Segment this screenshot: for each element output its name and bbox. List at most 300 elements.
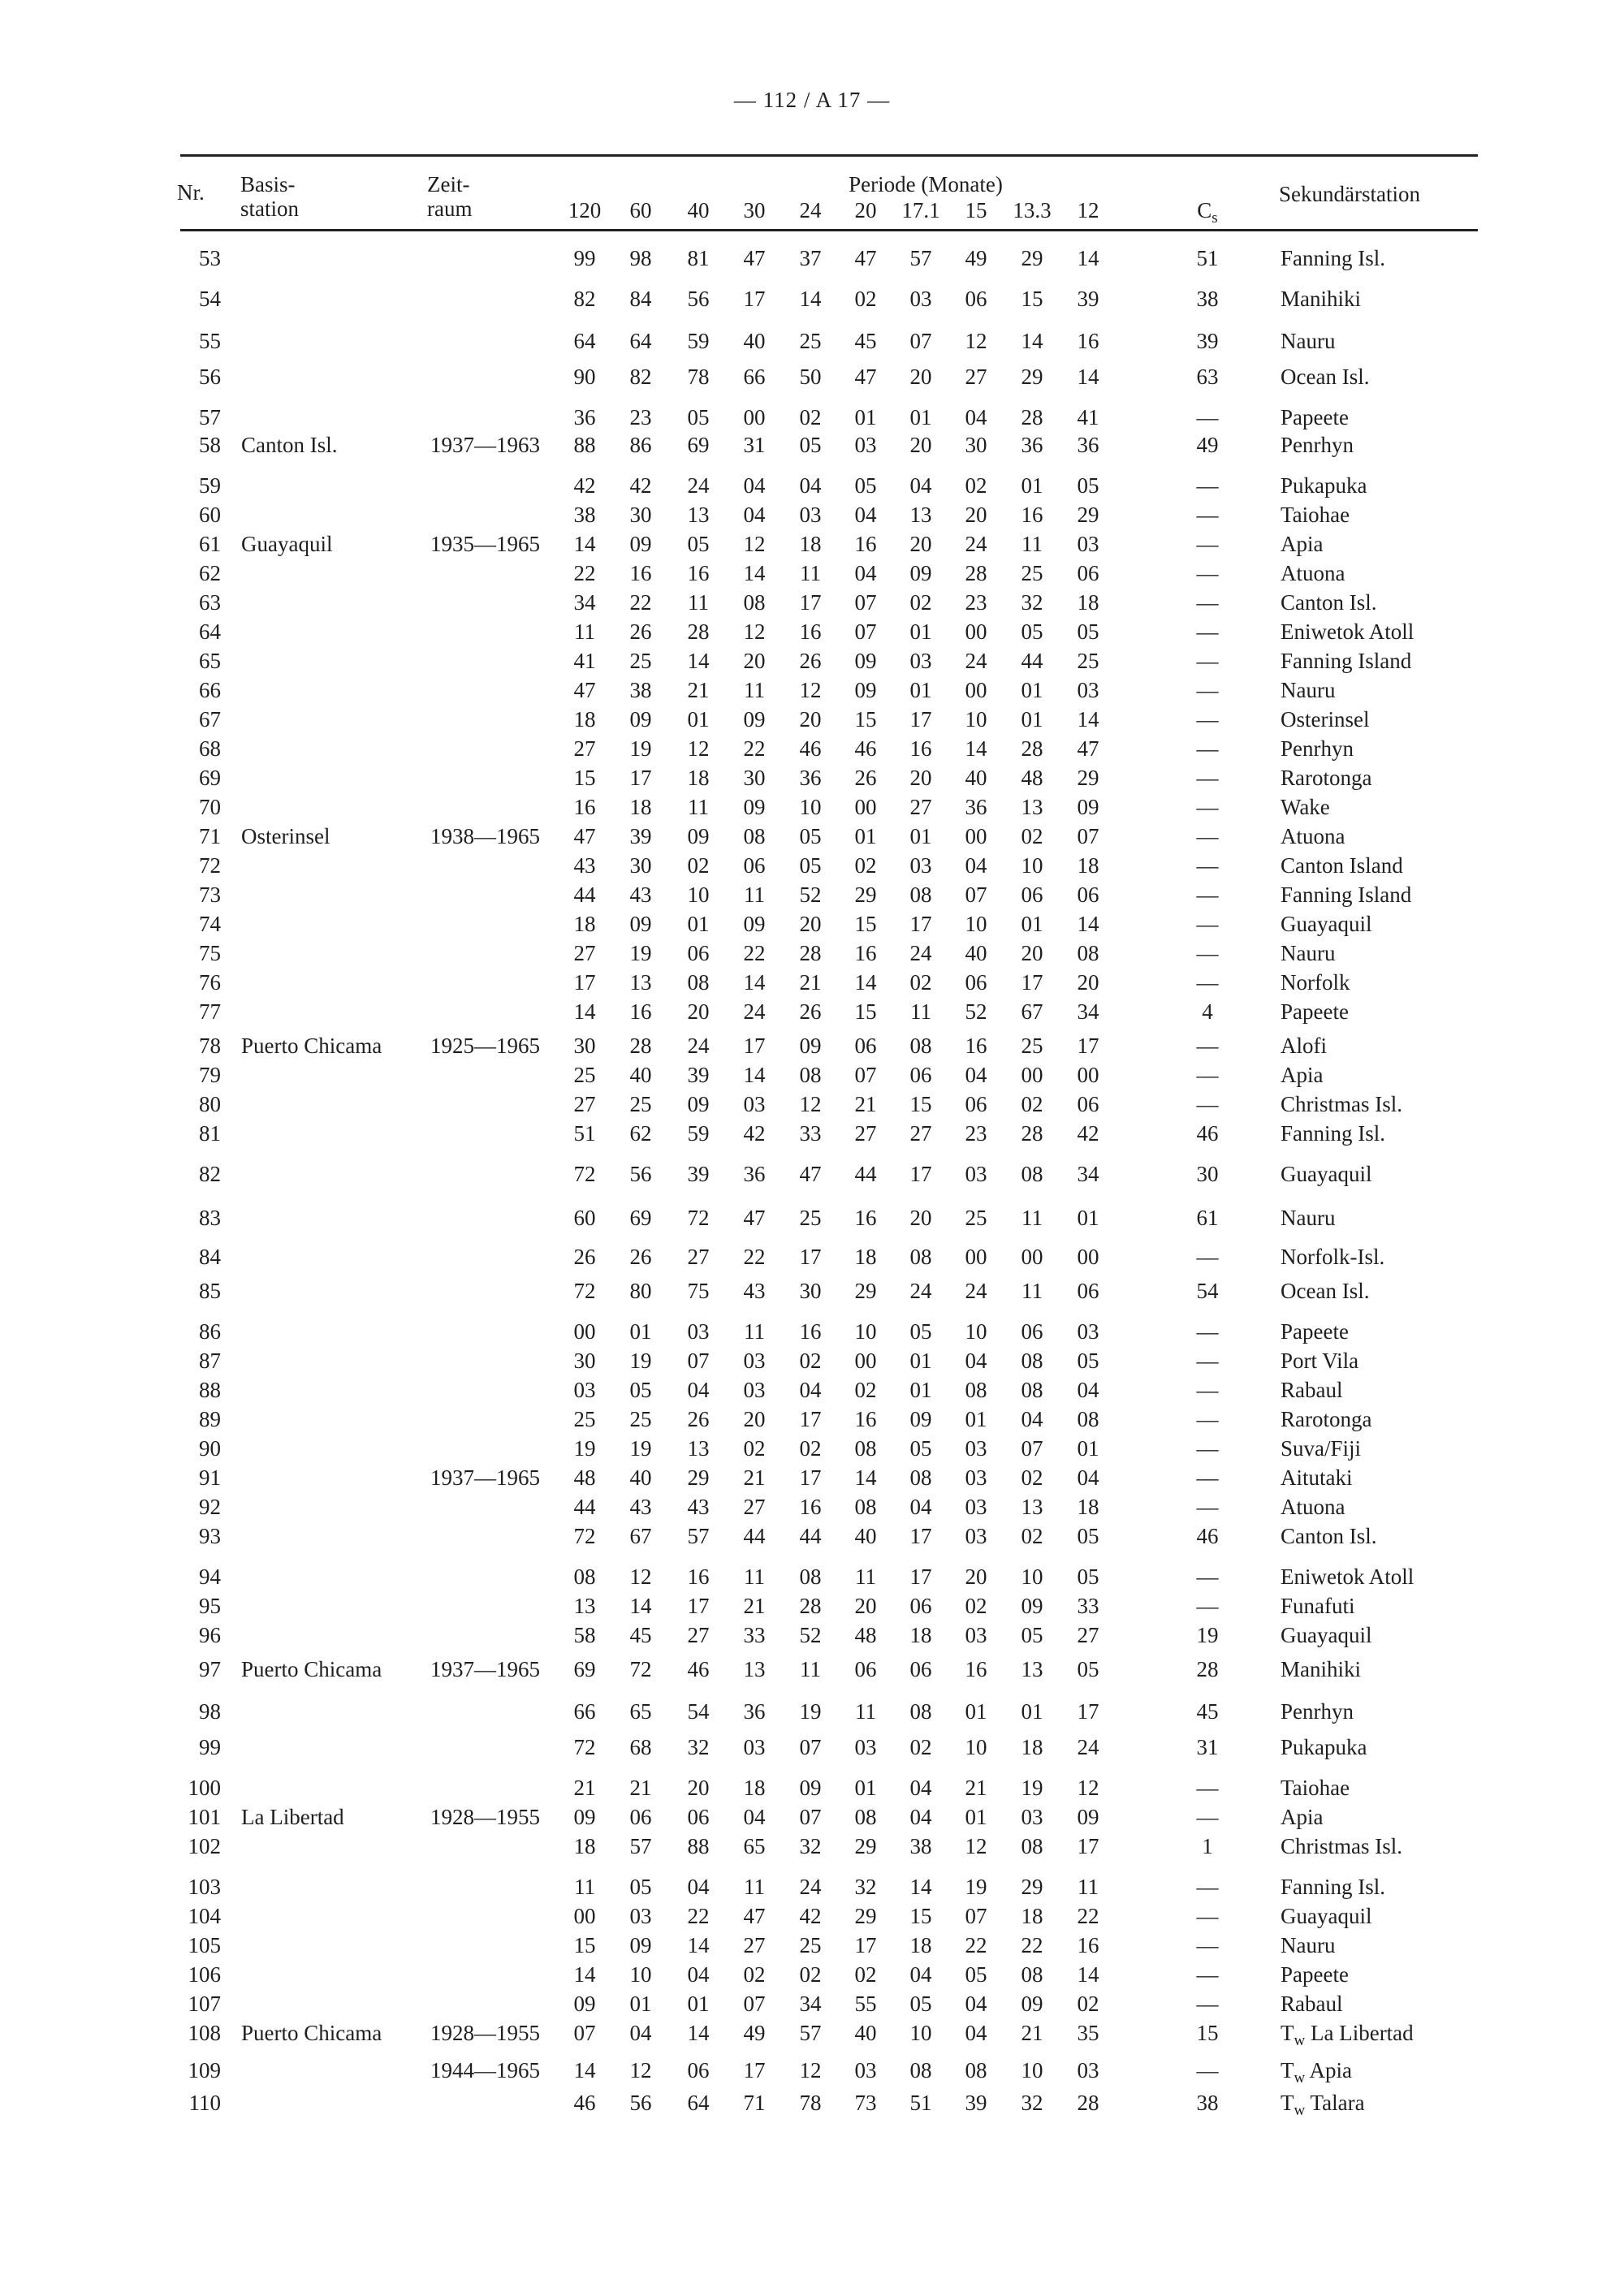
period-value: 72: [573, 1735, 596, 1759]
table-row: [0, 1960, 1624, 1989]
period-value: 24: [687, 473, 710, 498]
secondary-station: Papeete: [1281, 999, 1349, 1024]
period-value: 14: [573, 1962, 596, 1987]
period-value: 08: [909, 1034, 932, 1058]
table-row: [0, 1872, 1624, 1901]
period-value: 02: [909, 1735, 932, 1759]
period-value: 25: [799, 1206, 822, 1230]
secondary-station: Fanning Isl.: [1281, 246, 1386, 270]
period-value: 09: [1021, 1594, 1043, 1618]
period-value: 80: [629, 1279, 652, 1303]
header-nr: Nr.: [177, 180, 205, 205]
period-value: 29: [854, 1904, 877, 1928]
period-value: 36: [573, 405, 596, 429]
period-value: 30: [573, 1034, 596, 1058]
table-row: [0, 244, 1624, 273]
period-value: 15: [1021, 287, 1043, 311]
period-value: 21: [743, 1465, 766, 1490]
period-value: 08: [854, 1805, 877, 1829]
header-period-30: 30: [743, 198, 766, 222]
cs-value: 46: [1196, 1121, 1219, 1146]
period-value: 14: [687, 649, 710, 673]
period-value: 04: [965, 2021, 987, 2045]
period-value: 14: [854, 1465, 877, 1490]
period-value: 16: [854, 1206, 877, 1230]
period-value: 01: [909, 1349, 932, 1373]
table-row: [0, 529, 1624, 559]
period-value: 11: [688, 795, 709, 819]
period-value: 05: [1021, 1623, 1043, 1647]
table-row: [0, 1405, 1624, 1434]
row-number: 55: [199, 329, 221, 353]
period-value: 25: [573, 1407, 596, 1431]
period-value: 44: [799, 1524, 822, 1548]
row-number: 105: [188, 1933, 221, 1957]
row-number: 74: [199, 912, 221, 936]
station-name: Talara: [1305, 2091, 1365, 2115]
period-value: 17: [799, 1407, 822, 1431]
period-value: 58: [573, 1623, 596, 1647]
table-row: [0, 939, 1624, 968]
period-value: 21: [743, 1594, 766, 1618]
period-value: 82: [573, 287, 596, 311]
period-value: 16: [854, 532, 877, 556]
period-value: 08: [1021, 1834, 1043, 1858]
period-value: 16: [799, 1495, 822, 1519]
row-number: 89: [199, 1407, 221, 1431]
period-value: 18: [687, 766, 710, 790]
period-value: 08: [687, 970, 710, 995]
row-number: 80: [199, 1092, 221, 1116]
period-value: 03: [965, 1436, 987, 1461]
row-number: 84: [199, 1245, 221, 1269]
tw-prefix: T: [1281, 2091, 1294, 2115]
period-value: 01: [909, 1378, 932, 1402]
period-value: 07: [909, 329, 932, 353]
period-value: 18: [573, 912, 596, 936]
period-value: 40: [629, 1063, 652, 1087]
cs-value: —: [1196, 649, 1219, 673]
table-row: [0, 430, 1624, 460]
period-value: 38: [909, 1834, 932, 1858]
secondary-station: Rarotonga: [1281, 1407, 1372, 1431]
table-row: [0, 1434, 1624, 1463]
period-value: 03: [909, 287, 932, 311]
period-value: 29: [854, 1834, 877, 1858]
period-value: 20: [909, 365, 932, 389]
row-number: 57: [199, 405, 221, 429]
row-number: 64: [199, 619, 221, 644]
period-value: 04: [909, 1962, 932, 1987]
row-number: 73: [199, 883, 221, 907]
period-value: 01: [909, 405, 932, 429]
period-value: 47: [1077, 736, 1099, 761]
cs-value: 54: [1196, 1279, 1219, 1303]
header-zeit-line2: raum: [427, 196, 473, 221]
cs-value: 39: [1196, 329, 1219, 353]
period-value: 29: [1021, 246, 1043, 270]
period-value: 02: [743, 1962, 766, 1987]
period-value: 13: [743, 1657, 766, 1681]
cs-value: 61: [1196, 1206, 1219, 1230]
period-value: 25: [799, 1933, 822, 1957]
secondary-station: Christmas Isl.: [1281, 1834, 1403, 1858]
period-value: 16: [687, 1564, 710, 1589]
period-value: 18: [1077, 1495, 1099, 1519]
period-value: 14: [573, 532, 596, 556]
period-value: 09: [1077, 1805, 1099, 1829]
period-value: 10: [909, 2021, 932, 2045]
period-value: 18: [573, 707, 596, 732]
secondary-station: Osterinsel: [1281, 707, 1370, 732]
table-row: [0, 792, 1624, 822]
period-value: 46: [854, 736, 877, 761]
table-row: [0, 617, 1624, 646]
row-number: 79: [199, 1063, 221, 1087]
cs-value: 1: [1202, 1834, 1213, 1858]
cs-value: —: [1196, 1245, 1219, 1269]
period-value: 00: [965, 1245, 987, 1269]
period-value: 16: [854, 1407, 877, 1431]
period-value: 38: [629, 678, 652, 702]
row-number: 107: [188, 1992, 221, 2016]
time-period: 1928—1955: [430, 1805, 540, 1829]
period-value: 05: [1077, 1657, 1099, 1681]
period-value: 18: [909, 1933, 932, 1957]
period-value: 59: [687, 1121, 710, 1146]
header-basis-line1: Basis-: [240, 172, 296, 196]
period-value: 08: [909, 1699, 932, 1724]
base-station: Puerto Chicama: [241, 2021, 382, 2045]
period-value: 25: [629, 1092, 652, 1116]
period-value: 04: [909, 1805, 932, 1829]
table-row: [0, 675, 1624, 705]
period-value: 03: [965, 1465, 987, 1490]
period-value: 56: [629, 1162, 652, 1186]
period-value: 12: [799, 2058, 822, 2082]
table-row: [0, 1375, 1624, 1405]
base-station: La Libertad: [241, 1805, 344, 1829]
cs-value: —: [1196, 736, 1219, 761]
period-value: 11: [744, 1319, 765, 1344]
period-value: 24: [799, 1875, 822, 1899]
header-period-120: 120: [568, 198, 602, 222]
period-value: 04: [965, 853, 987, 878]
period-value: 06: [1077, 883, 1099, 907]
tw-subscript: w: [1294, 2069, 1306, 2087]
row-number: 98: [199, 1699, 221, 1724]
period-value: 14: [629, 1594, 652, 1618]
period-value: 03: [687, 1319, 710, 1344]
period-value: 03: [743, 1735, 766, 1759]
period-value: 17: [1077, 1834, 1099, 1858]
period-value: 01: [1021, 473, 1043, 498]
period-value: 07: [1021, 1436, 1043, 1461]
period-value: 01: [687, 1992, 710, 2016]
table-row: [0, 500, 1624, 529]
period-value: 15: [573, 766, 596, 790]
period-value: 01: [629, 1319, 652, 1344]
period-value: 25: [1021, 1034, 1043, 1058]
cs-value: 28: [1196, 1657, 1219, 1681]
period-value: 26: [799, 649, 822, 673]
period-value: 34: [573, 590, 596, 615]
period-value: 19: [965, 1875, 987, 1899]
period-value: 05: [1077, 1524, 1099, 1548]
period-value: 36: [1077, 433, 1099, 457]
period-value: 86: [629, 433, 652, 457]
row-number: 109: [188, 2058, 221, 2082]
period-value: 02: [1021, 1465, 1043, 1490]
period-value: 11: [574, 1875, 595, 1899]
period-value: 18: [1021, 1904, 1043, 1928]
secondary-station: Port Vila: [1281, 1349, 1359, 1373]
period-value: 03: [743, 1378, 766, 1402]
period-value: 17: [799, 590, 822, 615]
table-row: [0, 1031, 1624, 1060]
period-value: 04: [965, 405, 987, 429]
period-value: 24: [687, 1034, 710, 1058]
period-value: 09: [629, 912, 652, 936]
secondary-station: Guayaquil: [1281, 1623, 1372, 1647]
table-row: [0, 1090, 1624, 1119]
time-period: 1925—1965: [430, 1034, 540, 1058]
period-value: 69: [573, 1657, 596, 1681]
cs-value: —: [1196, 1992, 1219, 2016]
secondary-station: Eniwetok Atoll: [1281, 619, 1415, 644]
period-value: 20: [743, 1407, 766, 1431]
row-number: 100: [188, 1776, 221, 1800]
period-value: 09: [687, 824, 710, 848]
period-value: 16: [573, 795, 596, 819]
period-value: 16: [1077, 329, 1099, 353]
period-value: 32: [687, 1735, 710, 1759]
header-zeit-line1: Zeit-: [427, 172, 470, 196]
time-period: 1944—1965: [430, 2058, 540, 2082]
period-value: 26: [854, 766, 877, 790]
period-value: 11: [855, 1564, 876, 1589]
period-value: 39: [629, 824, 652, 848]
period-value: 01: [909, 678, 932, 702]
cs-value: 51: [1196, 246, 1219, 270]
period-value: 17: [909, 707, 932, 732]
period-value: 03: [965, 1524, 987, 1548]
period-value: 69: [629, 1206, 652, 1230]
period-value: 69: [687, 433, 710, 457]
period-value: 17: [909, 912, 932, 936]
period-value: 48: [854, 1623, 877, 1647]
row-number: 95: [199, 1594, 221, 1618]
cs-value: —: [1196, 1349, 1219, 1373]
period-value: 32: [799, 1834, 822, 1858]
header-period-40: 40: [687, 198, 710, 222]
period-value: 66: [573, 1699, 596, 1724]
period-value: 08: [965, 1378, 987, 1402]
period-value: 39: [687, 1063, 710, 1087]
table-row: [0, 326, 1624, 356]
period-value: 02: [854, 1962, 877, 1987]
secondary-station: Nauru: [1281, 1206, 1336, 1230]
secondary-station: Taiohae: [1281, 503, 1350, 527]
period-value: 62: [629, 1121, 652, 1146]
period-value: 11: [910, 999, 931, 1024]
table-row: [0, 1242, 1624, 1271]
secondary-station: Suva/Fiji: [1281, 1436, 1362, 1461]
table-row: [0, 1733, 1624, 1762]
secondary-station: Guayaquil: [1281, 1904, 1372, 1928]
period-value: 99: [573, 246, 596, 270]
period-value: 01: [629, 1992, 652, 2016]
period-value: 08: [1077, 1407, 1099, 1431]
period-value: 18: [1077, 853, 1099, 878]
period-value: 20: [965, 1564, 987, 1589]
secondary-station: Fanning Isl.: [1281, 1121, 1386, 1146]
period-value: 24: [909, 1279, 932, 1303]
period-value: 12: [743, 619, 766, 644]
period-value: 22: [629, 590, 652, 615]
period-value: 52: [799, 1623, 822, 1647]
cs-value: 38: [1196, 2091, 1219, 2115]
period-value: 06: [965, 1092, 987, 1116]
period-value: 29: [854, 883, 877, 907]
secondary-station: Papeete: [1281, 1319, 1349, 1344]
table-row: [0, 1655, 1624, 1684]
period-value: 22: [965, 1933, 987, 1957]
row-number: 56: [199, 365, 221, 389]
secondary-station: Apia: [1281, 532, 1324, 556]
period-value: 73: [854, 2091, 877, 2115]
cs-value: —: [1196, 1378, 1219, 1402]
period-value: 34: [1077, 999, 1099, 1024]
period-value: 20: [799, 707, 822, 732]
period-value: 27: [909, 1121, 932, 1146]
period-value: 02: [687, 853, 710, 878]
period-value: 82: [629, 365, 652, 389]
secondary-station: Fanning Island: [1281, 883, 1412, 907]
period-value: 09: [743, 795, 766, 819]
period-value: 20: [909, 532, 932, 556]
time-period: 1937—1965: [430, 1465, 540, 1490]
period-value: 24: [965, 649, 987, 673]
row-number: 71: [199, 824, 221, 848]
period-value: 00: [743, 405, 766, 429]
table-row: [0, 1276, 1624, 1306]
secondary-station: Ocean Isl.: [1281, 1279, 1370, 1303]
period-value: 01: [1021, 707, 1043, 732]
period-value: 88: [687, 1834, 710, 1858]
period-value: 00: [1077, 1245, 1099, 1269]
period-value: 33: [1077, 1594, 1099, 1618]
period-value: 42: [629, 473, 652, 498]
cs-value: —: [1196, 1962, 1219, 1987]
table-row: [0, 362, 1624, 391]
period-value: 09: [629, 1933, 652, 1957]
period-value: 12: [743, 532, 766, 556]
secondary-station: Christmas Isl.: [1281, 1092, 1403, 1116]
period-value: 04: [854, 561, 877, 585]
time-period: 1937—1965: [430, 1657, 540, 1681]
cs-value: —: [1196, 1564, 1219, 1589]
period-value: 25: [629, 1407, 652, 1431]
period-value: 05: [965, 1962, 987, 1987]
row-number: 78: [199, 1034, 221, 1058]
period-value: 19: [573, 1436, 596, 1461]
period-value: 40: [629, 1465, 652, 1490]
cs-value: —: [1196, 1933, 1219, 1957]
row-number: 69: [199, 766, 221, 790]
period-value: 26: [687, 1407, 710, 1431]
period-value: 47: [573, 824, 596, 848]
period-value: 05: [799, 824, 822, 848]
period-value: 14: [854, 970, 877, 995]
period-value: 25: [799, 329, 822, 353]
cs-value: —: [1196, 1407, 1219, 1431]
period-value: 12: [799, 678, 822, 702]
period-value: 14: [1077, 1962, 1099, 1987]
row-number: 97: [199, 1657, 221, 1681]
period-value: 10: [965, 707, 987, 732]
period-value: 25: [1077, 649, 1099, 673]
table-row: [0, 1463, 1624, 1492]
period-value: 64: [687, 2091, 710, 2115]
period-value: 11: [744, 1564, 765, 1589]
period-value: 14: [799, 287, 822, 311]
period-value: 29: [1021, 1875, 1043, 1899]
period-value: 02: [909, 590, 932, 615]
row-number: 60: [199, 503, 221, 527]
period-value: 06: [687, 1805, 710, 1829]
period-value: 18: [854, 1245, 877, 1269]
period-value: 02: [799, 1349, 822, 1373]
secondary-station: Atuona: [1281, 1495, 1345, 1519]
period-value: 64: [629, 329, 652, 353]
period-value: 11: [744, 678, 765, 702]
period-value: 13: [687, 1436, 710, 1461]
period-value: 27: [743, 1495, 766, 1519]
period-value: 29: [1077, 503, 1099, 527]
period-value: 07: [687, 1349, 710, 1373]
header-period-60: 60: [629, 198, 652, 222]
secondary-station: Pukapuka: [1281, 1735, 1367, 1759]
cs-value: —: [1196, 853, 1219, 878]
period-value: 47: [743, 246, 766, 270]
period-value: 12: [629, 1564, 652, 1589]
cs-value: —: [1196, 619, 1219, 644]
secondary-station: Pukapuka: [1281, 473, 1367, 498]
period-value: 09: [573, 1992, 596, 2016]
period-value: 25: [1021, 561, 1043, 585]
period-value: 57: [687, 1524, 710, 1548]
period-value: 21: [965, 1776, 987, 1800]
tw-prefix: T: [1281, 2021, 1294, 2045]
period-value: 08: [909, 1465, 932, 1490]
period-value: 04: [799, 1378, 822, 1402]
period-value: 78: [799, 2091, 822, 2115]
period-value: 47: [743, 1206, 766, 1230]
period-value: 04: [909, 473, 932, 498]
period-value: 18: [909, 1623, 932, 1647]
period-value: 09: [743, 707, 766, 732]
row-number: 101: [188, 1805, 221, 1829]
period-value: 02: [909, 970, 932, 995]
row-number: 86: [199, 1319, 221, 1344]
base-station: Canton Isl.: [241, 433, 338, 457]
period-value: 04: [687, 1378, 710, 1402]
table-row: [0, 880, 1624, 909]
secondary-station: Fanning Island: [1281, 649, 1412, 673]
table-row: [0, 1802, 1624, 1832]
period-value: 65: [743, 1834, 766, 1858]
